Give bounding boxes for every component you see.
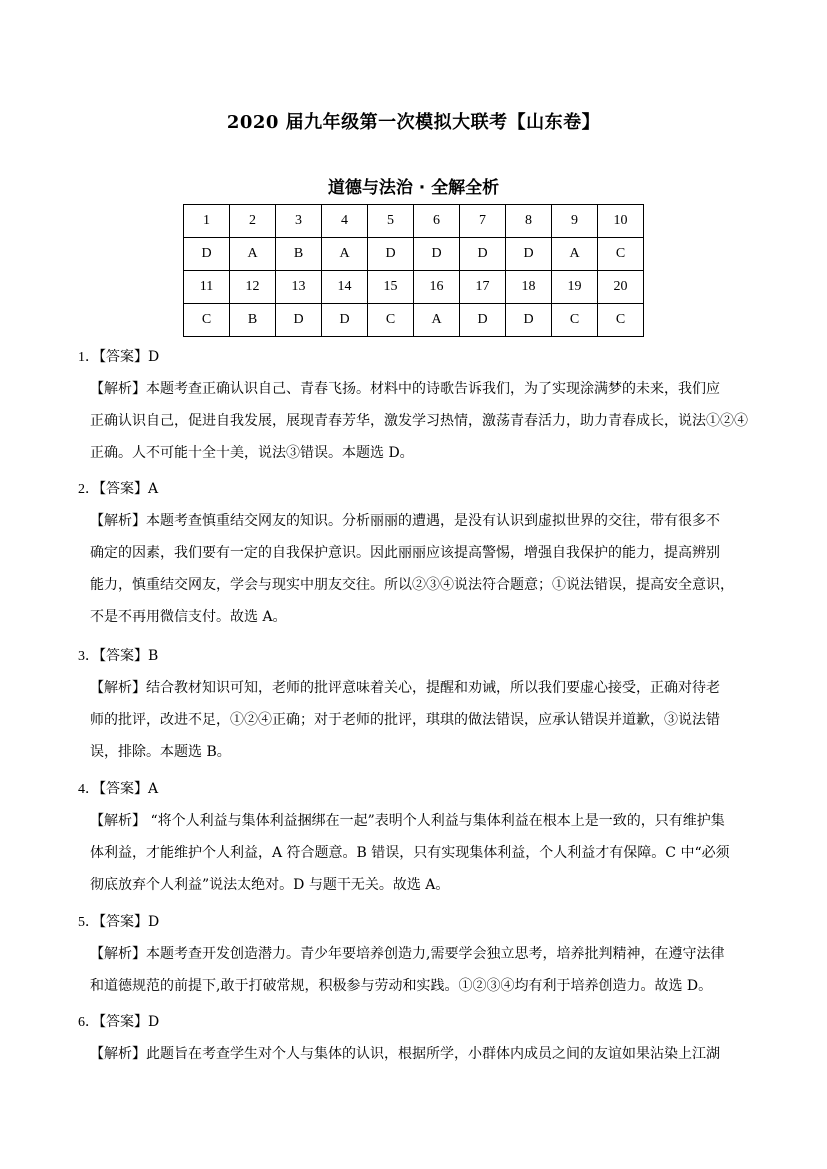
answer-table-cell: A [414, 304, 460, 337]
answer-table-row [184, 271, 644, 304]
answer-table-cell: D [184, 238, 230, 271]
answer-table-cell: 7 [460, 205, 506, 238]
answer-table-cell: 20 [598, 271, 644, 304]
answer-table-cell: A [322, 238, 368, 271]
question-3-analysis [90, 672, 752, 768]
answer-table-cell: 16 [414, 271, 460, 304]
answer-table-row [184, 205, 644, 238]
answer-label: 【答案】D [99, 914, 160, 930]
answer-table-cell: 10 [598, 205, 644, 238]
answer-table-cell: 12 [230, 271, 276, 304]
analysis-line: 【解析】本题考查开发创造潜力。青少年要培养创造力,需要学会独立思考，培养批判精神，在遵守法律 [90, 946, 725, 962]
answer-table-cell: B [276, 238, 322, 271]
answer-table [183, 204, 644, 337]
answer-table-cell: 17 [460, 271, 506, 304]
answer-table-cell: 9 [552, 205, 598, 238]
answer-table-cell: 3 [276, 205, 322, 238]
answer-table-cell: C [552, 304, 598, 337]
answer-table-cell: C [368, 304, 414, 337]
question-number: 3． [78, 649, 99, 664]
answer-label: 【答案】D [99, 1014, 160, 1030]
analysis-line: 体利益，才能维护个人利益，A 符合题意。B 错误，只有实现集体利益，个人利益才有保障。C 中“必须 [90, 845, 730, 861]
question-2-answer [78, 478, 158, 498]
answer-label: 【答案】B [99, 648, 159, 664]
answer-table-cell: D [414, 238, 460, 271]
answer-table-cell: 2 [230, 205, 276, 238]
analysis-line: 【解析】本题考查慎重结交网友的知识。分析丽丽的遭遇，是没有认识到虚拟世界的交往，带有很多不 [90, 513, 720, 529]
question-4-answer [78, 778, 158, 798]
answer-table-cell: 5 [368, 205, 414, 238]
answer-table-cell: B [230, 304, 276, 337]
question-1-analysis [90, 373, 752, 469]
answer-table-cell: 19 [552, 271, 598, 304]
answer-table-cell: 1 [184, 205, 230, 238]
question-number: 1． [78, 350, 99, 365]
analysis-line: 【解析】 “将个人利益与集体利益捆绑在一起”表明个人利益与集体利益在根本上是一致的，只有维护集 [90, 813, 725, 829]
analysis-line: 正确。人不可能十全十美，说法③错误。本题选 D。 [90, 445, 414, 461]
analysis-line: 【解析】本题考查正确认识自己、青春飞扬。材料中的诗歌告诉我们，为了实现涂满梦的未来，我们应 [90, 381, 720, 397]
answer-table-cell: D [460, 304, 506, 337]
answer-table-cell: D [276, 304, 322, 337]
answer-table-cell: 11 [184, 271, 230, 304]
answer-table-cell: 18 [506, 271, 552, 304]
answer-table-cell: C [598, 304, 644, 337]
analysis-line: 师的批评，改进不足，①②④正确；对于老师的批评，琪琪的做法错误，应承认错误并道歉，③说法错 [90, 712, 720, 728]
answer-table-cell: 14 [322, 271, 368, 304]
document-subtitle: 道德与法治 · 全解全析 [327, 178, 500, 198]
answer-table-cell: C [598, 238, 644, 271]
answer-label: 【答案】A [99, 781, 159, 797]
answer-table-row [184, 238, 644, 271]
answer-table-cell: D [460, 238, 506, 271]
answer-table-cell: D [322, 304, 368, 337]
answer-table-cell: D [368, 238, 414, 271]
analysis-line: 确定的因素，我们要有一定的自我保护意识。因此丽丽应该提高警惕，增强自我保护的能力，提高辨别 [90, 545, 720, 561]
question-number: 6． [78, 1015, 99, 1030]
question-number: 5． [78, 915, 99, 930]
question-5-answer [78, 911, 159, 931]
answer-label: 【答案】D [99, 349, 160, 365]
answer-table-row [184, 304, 644, 337]
question-6-analysis [90, 1038, 752, 1070]
analysis-line: 和道德规范的前提下,敢于打破常规，积极参与劳动和实践。①②③④均有利于培养创造力。故选 D。 [90, 978, 713, 994]
answer-table-cell: 15 [368, 271, 414, 304]
analysis-line: 彻底放弃个人利益”说法太绝对。D 与题干无关。故选 A。 [90, 877, 450, 893]
question-number: 4． [78, 782, 99, 797]
answer-table-cell: 4 [322, 205, 368, 238]
analysis-line: 正确认识自己，促进自我发展，展现青春芳华，激发学习热情，激荡青春活力，助力青春成长，说法①②④ [90, 413, 748, 429]
answer-table-cell: D [506, 304, 552, 337]
analysis-line: 【解析】结合教材知识可知，老师的批评意味着关心，提醒和劝诫，所以我们要虚心接受，正确对待老 [90, 680, 720, 696]
question-number: 2． [78, 482, 99, 497]
analysis-line: 【解析】此题旨在考查学生对个人与集体的认识，根据所学，小群体内成员之间的友谊如果沾染上江湖 [90, 1046, 720, 1062]
document-title: 2020 届九年级第一次模拟大联考【山东卷】 [226, 112, 601, 133]
question-3-answer [78, 645, 158, 665]
question-1-answer [78, 346, 159, 366]
question-6-answer [78, 1011, 159, 1031]
analysis-line: 误，排除。本题选 B。 [90, 744, 231, 760]
answer-label: 【答案】A [99, 481, 159, 497]
answer-table-cell: A [552, 238, 598, 271]
analysis-line: 能力，慎重结交网友，学会与现实中朋友交往。所以②③④说法符合题意；①说法错误，提高安全意识， [90, 577, 734, 593]
answer-table-cell: 13 [276, 271, 322, 304]
answer-table-cell: D [506, 238, 552, 271]
answer-table-cell: C [184, 304, 230, 337]
question-5-analysis [90, 938, 752, 1002]
answer-table-cell: 8 [506, 205, 552, 238]
question-2-analysis [90, 505, 752, 633]
answer-table-cell: 6 [414, 205, 460, 238]
analysis-line: 不是不再用微信支付。故选 A。 [90, 609, 287, 625]
answer-table-cell: A [230, 238, 276, 271]
question-4-analysis [90, 805, 752, 901]
